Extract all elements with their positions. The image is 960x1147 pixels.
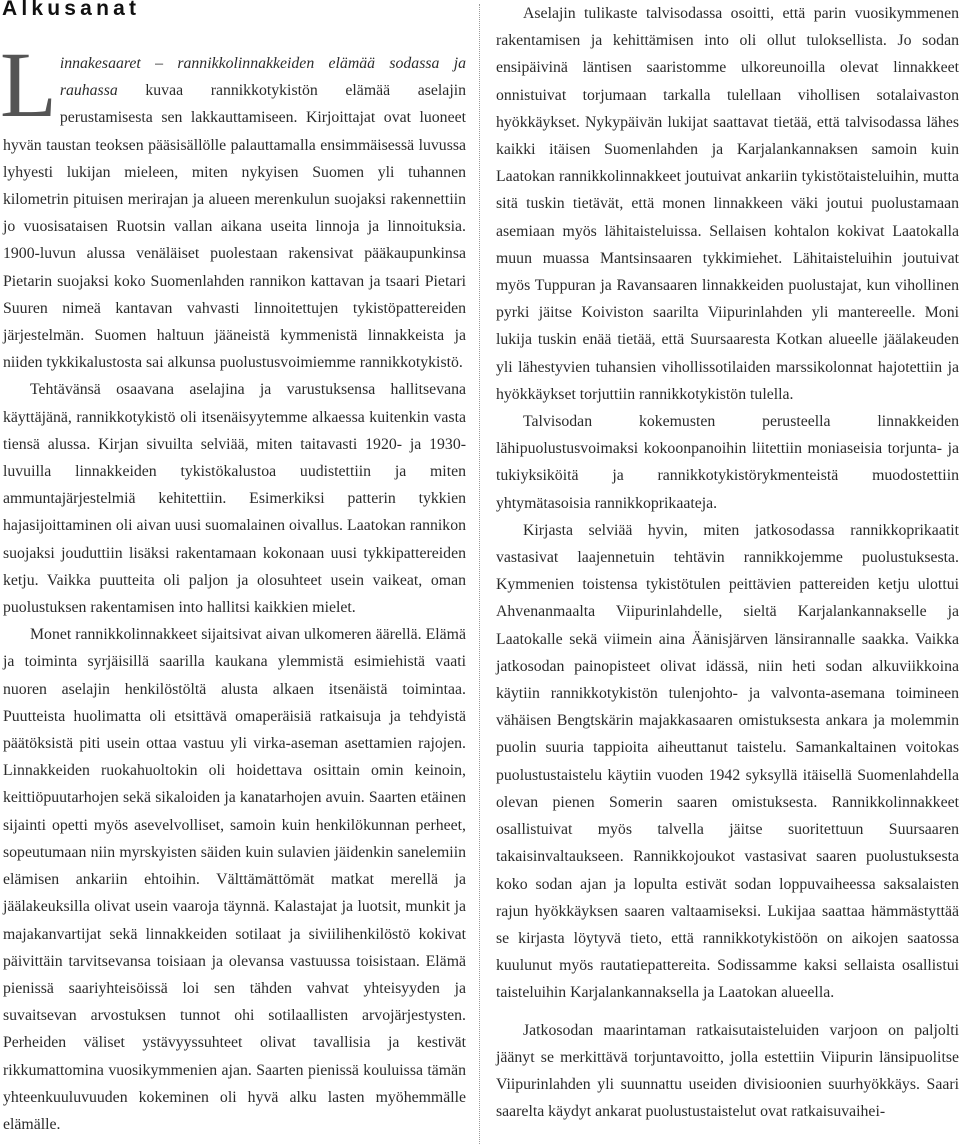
column-divider <box>479 4 480 1144</box>
opening-paragraph <box>0 34 466 376</box>
paragraph: Tehtävänsä osaavana aselajina ja varustuksensa hallitsevana käyttäjänä, rannikkotykistö oli itsenäisyytemme alkaessa kuitenkin vasta tiensä alussa. Kirjan sivuilta selviää, miten taitavasti 1920- ja 1930-luvuilla linnakkeiden tykistökalustoa uudistettiin ja miten ammuntajärjestelmiä kehitettiin. Esimerkiksi patterin tykkien hajasijoittaminen oli aivan uusi suomalainen oivallus. Laatokan rannikon suojaksi jouduttiin lisäksi rakentamaan kokonaan uusi tykkipattereiden ketju. Vaikka puutteita oli paljon ja olosuhteet usein vaikeat, oman puolustuksen rakentamisen into hallitsi kaikkien mielet. <box>3 381 466 617</box>
left-column <box>0 34 466 1138</box>
opening-paragraph-text: kuvaa rannikkotykistön elämää aselajin perustamisesta sen lakkauttamiseen. Kirjoittajat ovat luoneet hyvän taustan teoksen pääsisällölle palauttamalla ensimmäisessä luvussa lyhyesti lukijan mieleen, miten nykyisen Suomen yli tuhannen kilometrin pituisen merirajan ja alueen merenkulun suojaksi rakennettiin jo vuosisataisen Ruotsin vallan aikana useita linnoja ja linnoituksia. 1900-luvun alussa venäläiset puolestaan rakensivat pääkaupunkinsa Pietarin suojaksi koko Suomenlahden rannikon kattavan ja tsaari Pietari Suuren nimeä kantavan vahvasti linnoitettujen tykistöpattereiden järjestelmän. Suomen haltuun jääneistä kymmenistä linnakkeista ja niiden tykkikalustosta sai alkunsa puolustusvoimiemme rannikkotykistö. <box>3 82 466 372</box>
paragraph: Aselajin tulikaste talvisodassa osoitti, että parin vuosikymmenen rakentamisen ja kehittämisen into oli ollut tuloksellista. Jo sodan ensipäivinä läntisen saaristomme ulkoreunoilla olevat linnakkeet onnistuivat torjumaan tarkalla tulellaan vihollisen sotalaivaston hyökkäykset. Nykypäivän lukijat saattavat tietää, että talvisodassa lähes kaikki itäisen Suomenlahden ja Karjalankannaksen samoin kuin Laatokan rannikkolinnakkeet joutuivat ankariin tykistötaisteluihin, mutta sitä tuskin tietävät, että monen linnakkeen väki joutui puolustamaan asemiaan myös lähitaisteluissa. Sellaisen kohtalon kokivat Laatokalla muun muassa Mantsinsaaren tykkimiehet. Lähitaisteluihin joutuivat myös Tuppuran ja Ravansaaren linnakkeiden puolustajat, kun vihollinen pyrki jäitse Koiviston saarilta Viipurinlahden yli mantereelle. Moni lukija tuskin enää tietää, että Suursaaresta Kotkan alueelle jäälakeuden yli lähestyvien tuhansien vihollissotilaiden marssikolonnat hajotettiin ja hyökkäykset torjuttiin rannikkotykistön tulella. <box>496 5 959 403</box>
paragraph: Jatkosodan maarintaman ratkaisutaisteluiden varjoon on paljolti jäänyt se merkittävä torjuntavoitto, jolla estettiin Viipurin länsipuolitse Viipurinlahden yli suunnattu useiden divisioonien suurhyökkäys. Saari saarelta käydyt ankarat puolustustaistelut ovat ratkaisuvaihei- <box>496 1021 959 1121</box>
paragraph: Monet rannikkolinnakkeet sijaitsivat aivan ulkomeren äärellä. Elämä ja toiminta syrjäisillä saarilla kaukana ylemmistä esimiehistä vaati nuoren aselajin henkilöstöltä alusta alkaen itsenäistä toimintaa. Puutteista huolimatta oli etsittävä omaperäisiä ratkaisuja ja tehdyistä päätöksistä piti usein ottaa vastuu yli virka-aseman asettamien rajojen. Linnakkeiden ruokahuoltokin oli hoidettava osittain omin keinoin, keittiöpuutarhojen sekä sikaloiden ja kanatarhojen avuin. Saarten etäinen sijainti opetti myös asevelvolliset, samoin kuin henkilökunnan perheet, sopeutumaan niin myrskyisten säiden kuin sulavien jäidenkin sanelemiin elämisen ankariin ehtoihin. Välttämättömät matkat merellä ja jäälakeuksilla olivat usein vaaroja täynnä. Kalastajat ja luotsit, munkit ja majakanvartijat sekä linnakkeiden sotilaat ja siviilihenkilöstö kokivat päivittäin tarvitsevansa toisiaan ja olevansa vastuussa toisistaan. Elämä pienissä saariyhteisöissä loi sen tähden vahvat yhteisyyden ja suvaitsevan arvostuksen tunnot ohi sotilaallisten arvojärjestysten. Perheiden väliset ystävyyssuhteet olivat tavallisia ja kestivät rikkumattomina vuosikymmenien ajan. Saarten pienissä kouluissa tämän yhteenkuuluvuuden kokeminen oli hyvä alku lasten myöhemmälle elämälle. <box>3 626 466 1133</box>
right-column <box>496 0 959 1125</box>
paragraph: Kirjasta selviää hyvin, miten jatkosodassa rannikkoprikaatit vastasivat laajennetuin tehtävin rannikkojemme puolustuksesta. Kymmenien toistensa tykistötulen peittävien pattereiden ketju ulottui Ahvenanmaalta Viipurinlahdelle, sieltä Karjalankannakselle ja Laatokalle sekä viimein aina Äänisjärven länsirannalle saakka. Vaikka jatkosodan painopisteet olivat idässä, niin heti sodan alkuviikkoina käytiin rannikkotykistön tulenjohto- ja valvonta-asemana toimineen vähäisen Bengtskärin majakkasaaren omistuksesta ankara ja molemmin puolin suuria tappioita aiheuttanut taistelu. Samankaltainen voitokas puolustustaistelu käytiin vuoden 1942 syksyllä itäisellä Suomenlahdella olevan pienen Somerin saaren omistuksesta. Rannikkolinnakkeet osallistuivat myös talvella jäitse suoritettuun Suursaaren takaisinvaltaukseen. Rannikkojoukot vastasivat saaren puolustuksesta koko sodan ajan ja lopulta estivät sodan loppuvaiheessa saksalaisten rajun hyökkäyksen saaren valtaamiseksi. Lukijaa saattaa hämmästyttää se kirjasta löytyvä tieto, että rannikkotykistöön on aikojen saatossa kuulunut myös rautatiepattereita. Sodissamme kaksi sellaista osallistui taisteluihin Karjalankannaksella ja Laatokan alueella. <box>496 521 959 1002</box>
book-title-italic: innakesaaret – rannikkolinnakkeiden elämää sodassa ja rauhassa <box>59 55 466 100</box>
page-title: Alkusanat <box>2 0 141 20</box>
drop-cap: L <box>0 34 57 137</box>
paragraph: Talvisodan kokemusten perusteella linnakkeiden lähipuolustusvoimaksi kokoonpanoihin liitettiin moniaseisia torjunta- ja tukiyksiköitä ja rannikkotykistörykmenteistä muodostettiin yhtymätasoisia rannikkoprikaateja. <box>496 413 959 512</box>
